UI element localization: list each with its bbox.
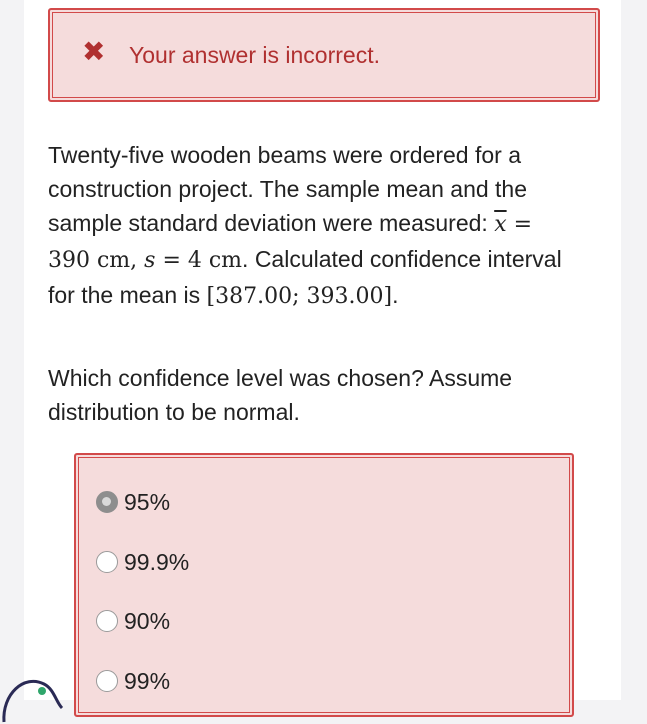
choice-90[interactable] [96, 606, 170, 636]
close-icon: ✖ [82, 36, 106, 67]
question-end: . [392, 282, 399, 308]
alert-message: Your answer is incorrect. [129, 42, 380, 68]
math-eq1: = 390 cm, [48, 212, 533, 273]
choice-99[interactable] [96, 666, 170, 696]
radio-button[interactable] [96, 670, 118, 692]
radio-button[interactable] [96, 610, 118, 632]
assistant-bubble-icon[interactable] [0, 664, 64, 724]
incorrect-alert [48, 8, 600, 102]
math-eq2: = 4 cm [155, 248, 243, 273]
math-s: s [144, 248, 156, 273]
answer-choices [74, 453, 574, 717]
choice-99-9[interactable] [96, 547, 189, 577]
choice-label: 99% [124, 667, 171, 694]
radio-button-selected[interactable] [96, 491, 118, 513]
choice-label: 99.9% [124, 548, 190, 575]
question-mid: . Calculated confidence interval for the mean is [48, 246, 562, 308]
math-xbar: $\overline{x}$ [494, 212, 507, 237]
question-card [24, 0, 621, 700]
choice-label: 90% [124, 607, 171, 634]
radio-button[interactable] [96, 551, 118, 573]
choice-95[interactable] [96, 487, 170, 517]
question-intro: Twenty-five wooden beams were ordered for a construction project. The sample mean and the sample standard deviation were measured: [48, 142, 528, 236]
choice-label: 95% [124, 488, 171, 515]
interval-value: [387.00; 393.00] [206, 284, 393, 309]
question-prompt: Which confidence level was chosen? Assume distribution to be normal. [48, 365, 513, 425]
question-text [48, 138, 568, 314]
